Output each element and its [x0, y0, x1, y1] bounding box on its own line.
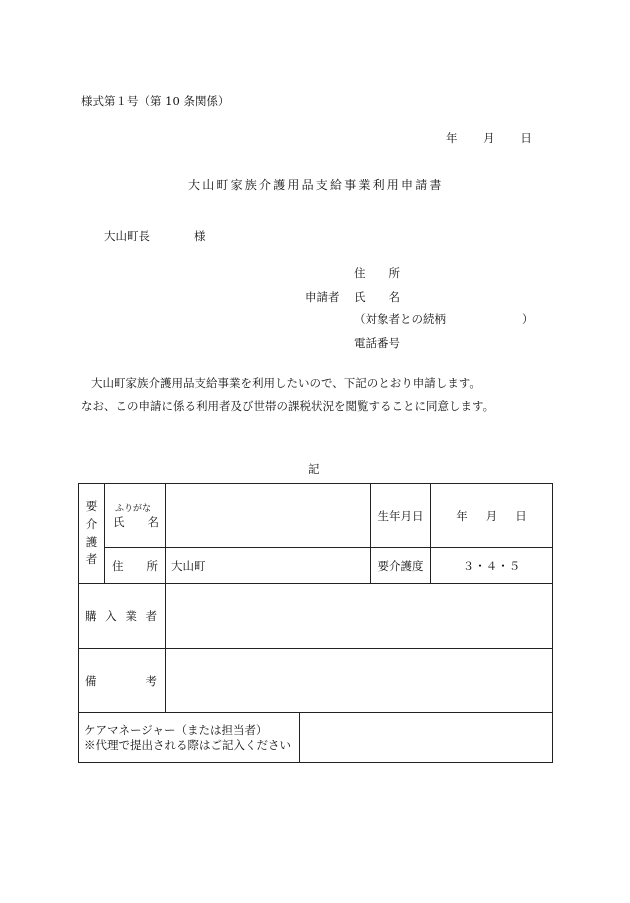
applicant-label: 申請者 [305, 290, 340, 304]
care-needed-label: 要 介 護 者 [79, 484, 105, 584]
body-line-2: なお、この申請に係る利用者及び世帯の課税状況を閲覧することに同意します。 [81, 399, 495, 413]
name-label: 氏 名 [113, 515, 159, 529]
addressee-name: 大山町長 [104, 229, 150, 243]
body-line-1: 大山町家族介護用品支給事業を利用したいので、下記のとおり申請します。 [91, 376, 481, 390]
vendor-field[interactable] [166, 584, 553, 649]
care-manager-label: ケアマネージャー（または担当者） ※代理で提出される際はご記入ください [79, 713, 300, 763]
address-field[interactable]: 大山町 [166, 548, 371, 584]
form-number: 様式第１号（第 10 条関係） [81, 94, 230, 108]
date-day-label: 日 [520, 131, 532, 145]
application-table [78, 483, 553, 763]
remarks-field[interactable] [166, 649, 553, 713]
birthdate-label: 生年月日 [371, 484, 431, 548]
birthdate-field[interactable]: 年 月 日 [431, 484, 553, 548]
name-field[interactable] [166, 484, 371, 548]
document-title: 大山町家族介護用品支給事業利用申請書 [188, 178, 444, 192]
address-label: 住 所 [105, 548, 166, 584]
care-level-field[interactable]: ３・４・５ [431, 548, 553, 584]
applicant-relation-close: ） [522, 312, 534, 326]
vendor-label-cell: 購 入 業 者 [79, 584, 166, 649]
care-level-label: 要介護度 [371, 548, 431, 584]
addressee [104, 231, 206, 243]
ki-heading: 記 [308, 462, 320, 476]
applicant-address-label: 住 所 [354, 266, 400, 280]
remarks-label-cell: 備 考 [79, 649, 166, 713]
date-year-label: 年 [446, 131, 458, 145]
care-manager-field[interactable] [300, 713, 553, 763]
date-line [446, 133, 532, 145]
applicant-phone-label: 電話番号 [354, 336, 400, 350]
date-month-label: 月 [483, 131, 495, 145]
name-label-cell [105, 484, 166, 548]
furigana-label: ふりがな [115, 504, 152, 514]
applicant-name-label: 氏 名 [354, 290, 400, 304]
applicant-relation-label: （対象者との続柄 [354, 312, 446, 326]
addressee-honorific: 様 [194, 229, 206, 243]
